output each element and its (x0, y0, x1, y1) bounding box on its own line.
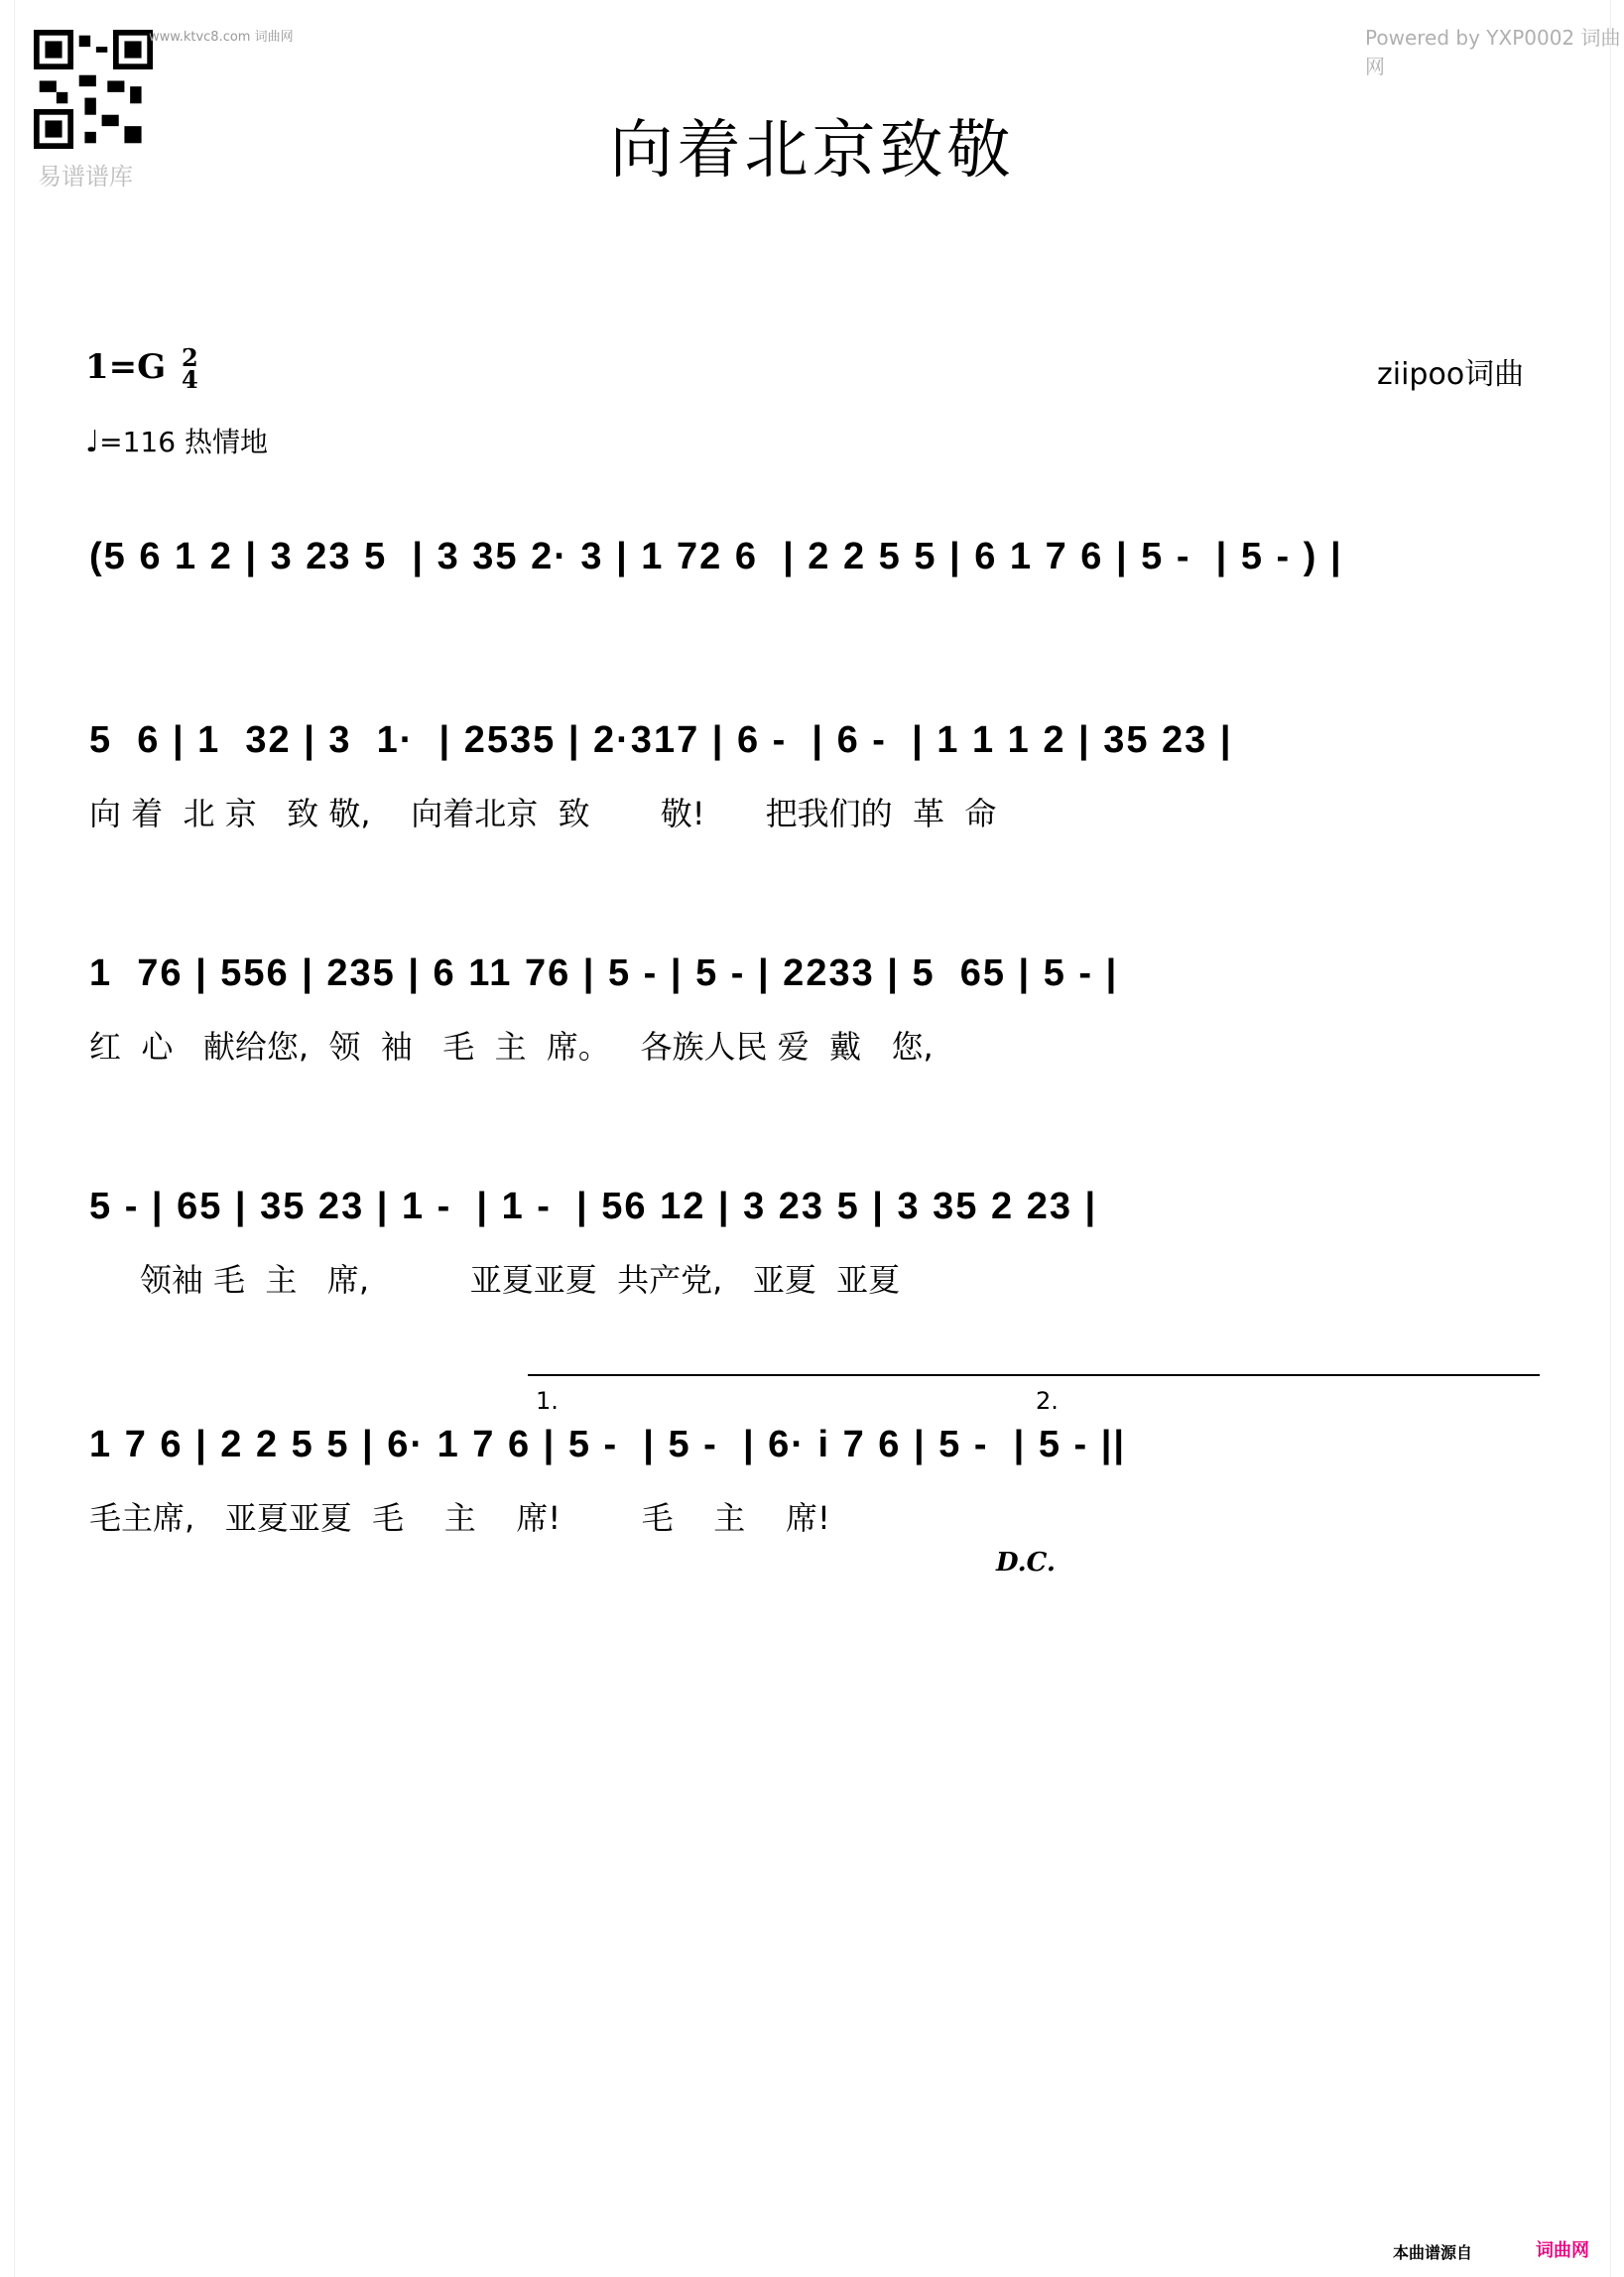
notes-line: (5 6 1 2 | 3 23 5 | 3 35 2· 3 | 1 72 6 | 2 2 5 5 | 6 1 7 6 | 5 - | 5 - ) | (89, 536, 1343, 577)
second-ending-label: 2. (1036, 1387, 1059, 1415)
time-denominator: 4 (182, 365, 198, 394)
lyrics-line: 毛主席, 亚夏亚夏 毛 主 席! 毛 主 席! (89, 1499, 830, 1537)
quarter-note-icon: ♩ (85, 425, 100, 459)
first-ending-label: 1. (536, 1387, 559, 1415)
qr-caption: 易谱谱库 (38, 163, 133, 190)
key-signature (85, 343, 198, 394)
notes-line: 5 6 | 1 32 | 3 1· | 2535 | 2·317 | 6 - | 6 - | 1 1 1 2 | 35 23 | (89, 719, 1233, 761)
author-credit: ziipoo词曲 (1377, 357, 1525, 392)
notes-line: 1 7 6 | 2 2 5 5 | 6· 1 7 6 | 5 - | 5 - | 6· i 7 6 | 5 - | 5 - || (89, 1424, 1126, 1465)
song-title: 向着北京致敬 (609, 114, 1015, 188)
ending-bracket (528, 1374, 1540, 1376)
key-label: 1=G (85, 347, 167, 387)
lyrics-line: 领袖 毛 主 席, 亚夏亚夏 共产党, 亚夏 亚夏 (89, 1261, 901, 1299)
tempo-text: =116 热情地 (99, 426, 268, 458)
site-watermark-top-left: www.ktvc8.com 词曲网 (149, 30, 294, 45)
score-line-5 (89, 1424, 1538, 1582)
da-capo-marking: D.C. (996, 1548, 1056, 1578)
time-numerator: 2 (182, 343, 198, 372)
score-line-3 (89, 952, 1538, 1111)
left-watermark-strip (0, 0, 15, 2277)
score-line-4 (89, 1186, 1538, 1344)
footer-source-label: 本曲谱源自 (1393, 2243, 1473, 2262)
notes-line: 1 76 | 556 | 235 | 6 11 76 | 5 - | 5 - | 2233 | 5 65 | 5 - | (89, 952, 1119, 994)
lyrics-line: 红 心 献给您, 领 袖 毛 主 席。 各族人民 爱 戴 您, (89, 1028, 934, 1066)
score-line-2 (89, 719, 1538, 878)
score-line-1 (89, 536, 1538, 695)
time-signature (182, 343, 198, 394)
right-watermark-strip (1610, 0, 1624, 2277)
tempo-marking (85, 421, 268, 460)
lyrics-line: 向 着 北 京 致 敬, 向着北京 致 敬! 把我们的 革 命 (89, 795, 997, 832)
footer-source-site: 词曲网 (1536, 2240, 1589, 2261)
notes-line: 5 - | 65 | 35 23 | 1 - | 1 - | 56 12 | 3 23 5 | 3 35 2 23 | (89, 1186, 1098, 1227)
site-watermark-top-right: Powered by YXP0002 词曲网 (1365, 26, 1621, 78)
